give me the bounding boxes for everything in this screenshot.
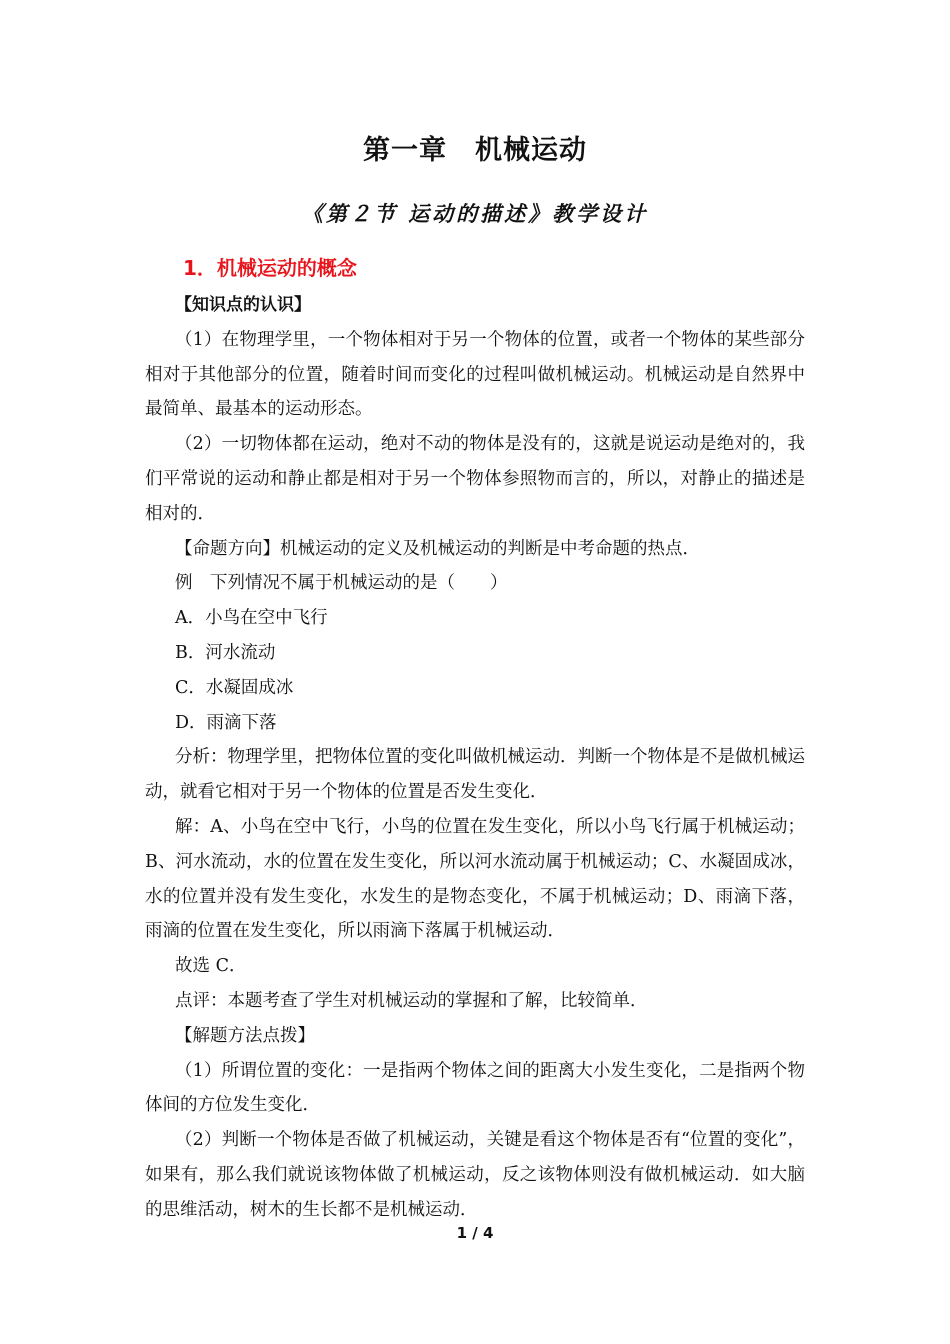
paragraph-relativity: （2）一切物体都在运动，绝对不动的物体是没有的，这就是说运动是绝对的，我们平常说的运动和静止都是相对于另一个物体参照物而言的，所以，对静止的描述是相对的． xyxy=(145,434,805,524)
knowledge-label: 【知识点的认识】 xyxy=(175,295,311,315)
option-b: B．河水流动 xyxy=(175,642,276,663)
answer-line: 故选 C． xyxy=(175,956,247,977)
option-c: C．水凝固成冰 xyxy=(175,677,294,698)
solution-paragraph: 解：A、小鸟在空中飞行，小鸟的位置在发生变化，所以小鸟飞行属于机械运动；B、河水流动，水的位置在发生变化，所以河水流动属于机械运动；C、水凝固成冰，水的位置并没有发生变化，水发生的是物态变化，不属于机械运动；D、雨滴下落，雨滴的位置在发生变化，所以雨滴下落属于机械运动． xyxy=(145,816,805,942)
comment-line: 点评：本题考查了学生对机械运动的掌握和了解，比较简单． xyxy=(175,990,648,1011)
lesson-subtitle: 《第２节 运动的描述》教学设计 xyxy=(301,201,649,226)
paragraph-definition: （1）在物理学里，一个物体相对于另一个物体的位置，或者一个物体的某些部分相对于其他部分的位置，随着时间而变化的过程叫做机械运动。机械运动是自然界中最简单、最基本的运动形态。 xyxy=(145,329,805,420)
analysis-paragraph: 分析：物理学里，把物体位置的变化叫做机械运动．判断一个物体是不是做机械运动，就看它相对于另一个物体的位置是否发生变化． xyxy=(145,747,805,803)
option-d: D．雨滴下落 xyxy=(175,712,277,733)
method-point-2: （2）判断一个物体是否做了机械运动，关键是看这个物体是否有“位置的变化”，如果有，那么我们就说该物体做了机械运动，反之该物体则没有做机械运动．如大脑的思维活动，树木的生长都不是机械运动． xyxy=(145,1130,805,1220)
example-question: 例 下列情况不属于机械运动的是（ ） xyxy=(175,573,508,594)
chapter-title: 第一章 机械运动 xyxy=(363,135,587,166)
section-heading: 1．机械运动的概念 xyxy=(183,256,357,280)
page-number: 1 / 4 xyxy=(456,1224,494,1242)
option-a: A．小鸟在空中飞行 xyxy=(175,608,328,629)
method-point-1: （1）所谓位置的变化：一是指两个物体之间的距离大小发生变化，二是指两个物体间的方位发生变化． xyxy=(145,1060,805,1116)
exam-direction: 【命题方向】机械运动的定义及机械运动的判断是中考命题的热点． xyxy=(175,538,700,559)
document-body xyxy=(145,250,805,1228)
method-label: 【解题方法点拨】 xyxy=(175,1025,315,1046)
